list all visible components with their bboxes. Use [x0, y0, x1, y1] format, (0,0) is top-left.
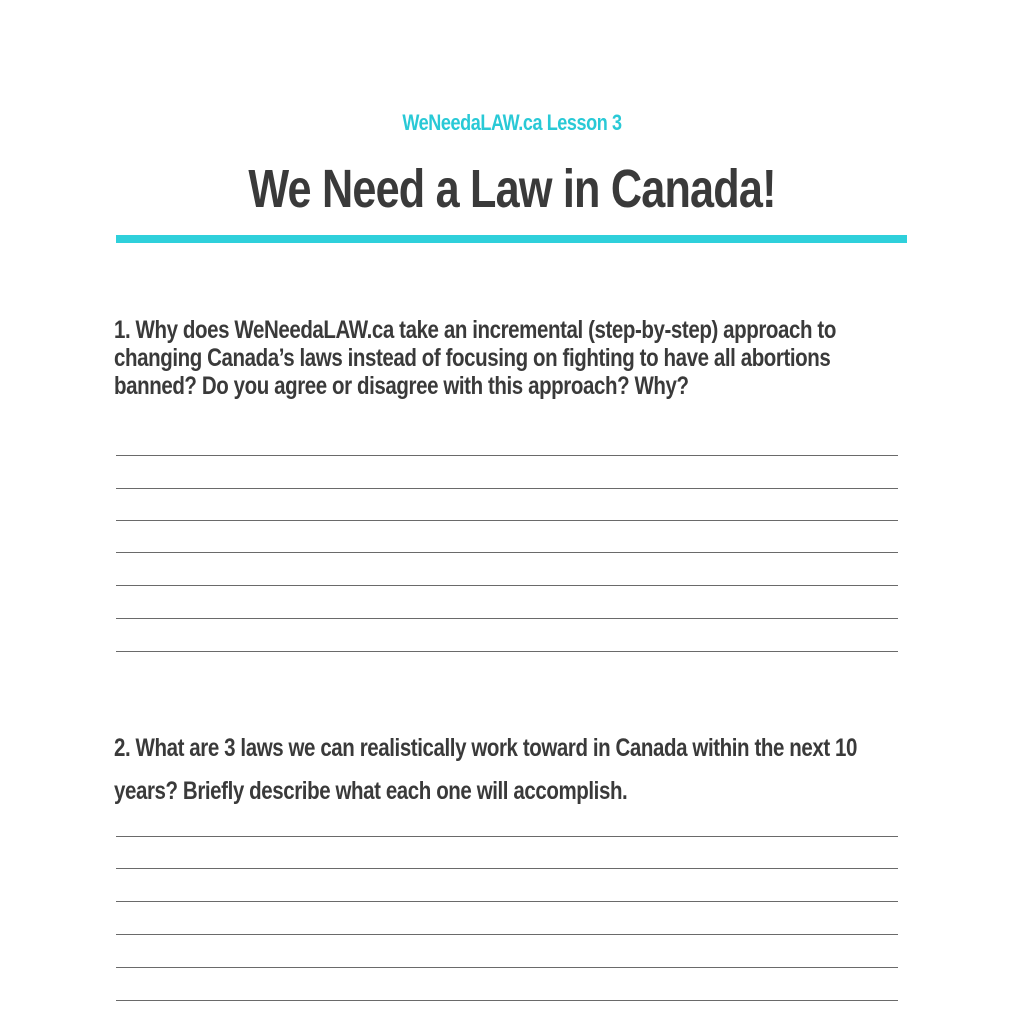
answer-line-q2[interactable] — [116, 868, 898, 869]
answer-line-q2[interactable] — [116, 1000, 898, 1001]
question-1-line-3: banned? Do you agree or disagree with this approach? Why? — [114, 372, 689, 400]
answer-line-q2[interactable] — [116, 901, 898, 902]
page-title: We Need a Law in Canada! — [248, 159, 776, 219]
answer-line-q1[interactable] — [116, 520, 898, 521]
question-1-line-1: 1. Why does WeNeedaLAW.ca take an incremental (step-by-step) approach to — [114, 316, 836, 344]
question-2-line-1: 2. What are 3 laws we can realistically work toward in Canada within the next 10 — [114, 734, 858, 762]
question-2-line-2: years? Briefly describe what each one will accomplish. — [114, 777, 628, 805]
lesson-label: WeNeedaLAW.ca Lesson 3 — [402, 110, 622, 135]
question-1-line-2: changing Canada’s laws instead of focusing on fighting to have all abortions — [114, 344, 831, 372]
answer-line-q1[interactable] — [116, 552, 898, 553]
answer-line-q1[interactable] — [116, 455, 898, 456]
answer-line-q1[interactable] — [116, 651, 898, 652]
answer-line-q1[interactable] — [116, 618, 898, 619]
answer-line-q1[interactable] — [116, 488, 898, 489]
answer-line-q2[interactable] — [116, 934, 898, 935]
answer-line-q1[interactable] — [116, 585, 898, 586]
answer-line-q2[interactable] — [116, 836, 898, 837]
answer-line-q2[interactable] — [116, 967, 898, 968]
title-divider — [116, 235, 907, 243]
question-1 — [114, 316, 901, 400]
question-2 — [114, 727, 901, 813]
